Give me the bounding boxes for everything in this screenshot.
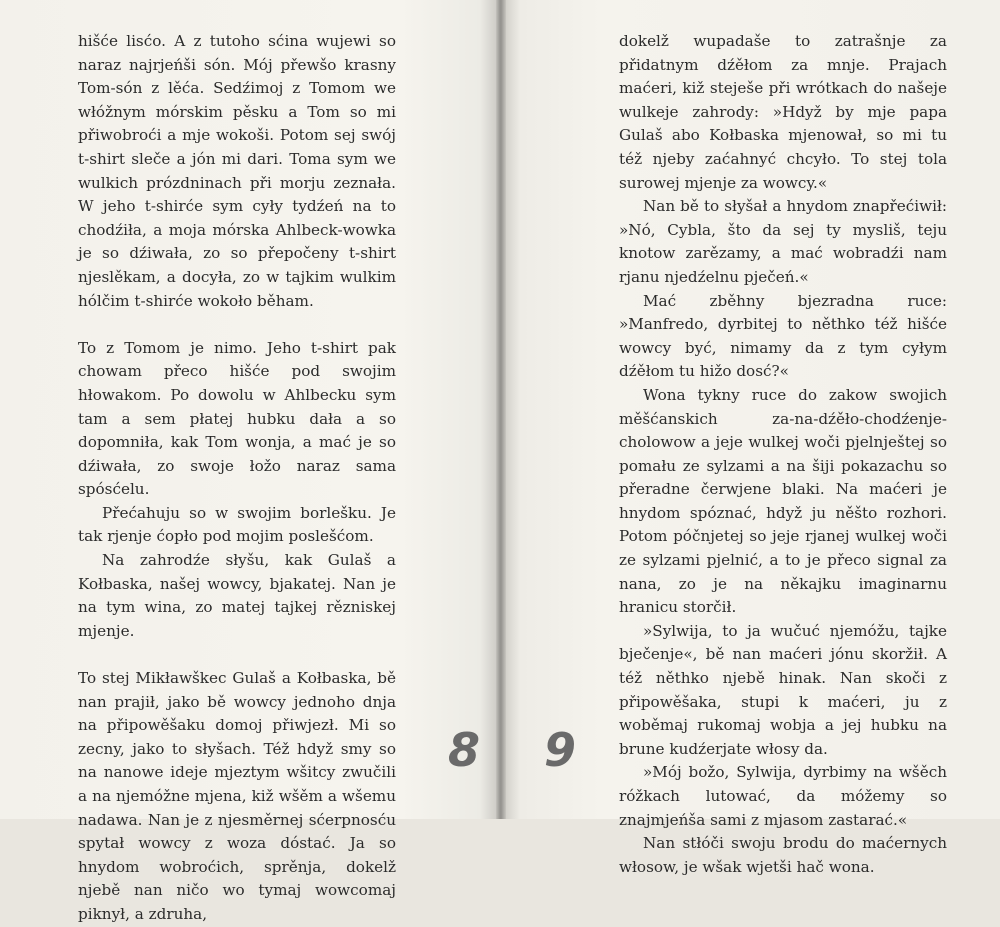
paragraph: To stej Mikławškec Gulaš a Kołbaska, bě nan prajił, jako bě wowcy jednoho dnja na připowěšaku domoj přiwjezł. Mi so zecny, jako to słyšach. Též hdyž smy so na nanowe ideje mjeztym wšitcy zwučili a na njemóžne mjena, kiž wšěm a wšemu nadawa. Nan je z njesměrnej sćerpnosću spytał wowcy z woza dóstać. Ja so hnydom wobroćich, sprěnja, dokelž njebě nan ničo wo tymaj wowcomaj piknył, a zdruha, [78, 669, 396, 923]
paragraph: Nan stłóči swoju brodu do maćernych włosow, je wšak wjetši hač wona. [619, 834, 947, 876]
paragraph: »Mój božo, Sylwija, dyrbimy na wšěch róžkach lutować, da móžemy so znajmjeńša sami z mjasom zastarać.« [619, 763, 947, 829]
paragraph: hišće lisćo. A z tutoho sćina wujewi so naraz najrjeńši són. Mój přewšo krasny Tom-són z lěća. Sedźimoj z Tomom we włóžnym mórskim pěsku a Tom so mi přiwobroći a mje wokoši. Potom sej swój t-shirt sleče a jón mi dari. Toma sym we wulkich prózdninach při morju zeznała. W jeho t-shirće sym cyły tydźeń na to chodźiła, a moja mórska Ahlbeck-wowka je so dźiwała, zo so přepočeny t-shirt njeslěkam, a docyła, zo w tajkim wulkim hólčim t-shirće wokoło běham. [78, 32, 396, 310]
paragraph: Přećahuju so w swojim borlešku. Je tak rjenje ćopło pod mojim poslešćom. [78, 503, 396, 546]
paragraph: »Sylwija, to ja wučuć njemóžu, tajke bječenje«, bě nan maćeri jónu skoržił. A též něthko njebě hinak. Nan skoči z připowěšaka, stupi k maćeri, ju z woběmaj rukomaj wobja a jej hubku na brune kudźerjate włosy da. [619, 621, 947, 758]
paragraph: Nan bě to słyšał a hnydom znapřećiwił: »Nó, Cybla, što da sej ty mysliš, teju knotow zarězamy, a mać wobradźi nam rjanu njedźelnu pječeń.« [619, 197, 947, 286]
left-page [0, 0, 500, 923]
page-number: 8 [448, 723, 481, 777]
right-page [506, 0, 1000, 876]
left-page-text [78, 30, 396, 927]
paragraph: Na zahrodźe słyšu, kak Gulaš a Kołbaska, našej wowcy, bjakatej. Nan je na tym wina, zo matej tajkej rězniskej mjenje. [78, 551, 396, 640]
page-number: 9 [544, 723, 577, 777]
paragraph: Mać zběhny bjezradna ruce: »Manfredo, dyrbitej to něthko též hišće wowcy być, nimamy da z tym cyłym dźěłom tu hižo dosć?« [619, 291, 947, 381]
right-page-text [619, 30, 947, 879]
paragraph: dokelž wupadaše to zatrašnje za přidatnym dźěłom za mnje. Prajach maćeri, kiž steješe při wrótkach do našeje wulkeje zahrody: »Hdyž by mje papa Gulaš abo Kołbaska mjenował, so mi tu též njeby zaćahnyć chcyło. To stej tola surowej mjenje za wowcy.« [619, 32, 947, 192]
paragraph: Wona tykny ruce do zakow swojich měšćanskich za-na-dźěło-chodźenje-cholowow a jeje wulkej woči pjelnještej so pomału ze sylzami a na šiji pokazachu so přeradne čerwjene blaki. Na maćeri je hnydom spóznać, hdyž ju něšto rozhori. Potom póčnjetej so jeje rjanej wulkej woči ze sylzami pjelnić, a to je přeco signal za nana, zo je na někajku imaginarnu hranicu storčił. [619, 385, 947, 617]
paragraph: To z Tomom je nimo. Jeho t-shirt pak chowam přeco hišće pod swojim hłowakom. Po dowolu w Ahlbecku sym tam a sem płatej hubku dała a so dopomniła, kak Tom wonja, a mać je so dźiwała, zo swoje łožo naraz sama spósćelu. [78, 338, 396, 499]
